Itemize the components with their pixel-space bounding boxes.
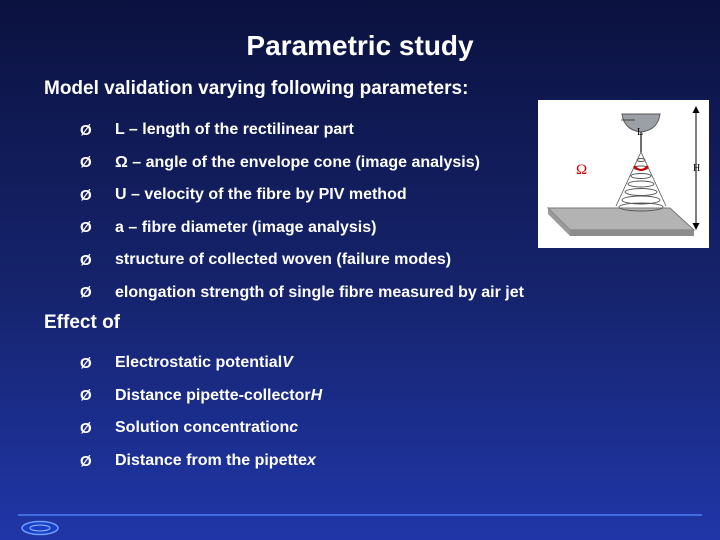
l-label: L — [637, 127, 644, 138]
effect-variable: V — [282, 354, 293, 372]
angle-arc — [634, 166, 648, 170]
effect-variable: c — [289, 419, 299, 437]
parameter-text: structure of collected woven (failure modes) — [115, 251, 452, 269]
list-item — [80, 114, 524, 147]
collector-plate-edge — [570, 230, 694, 236]
effect-variable: H — [310, 386, 323, 404]
arrow-bullet-icon: Ø — [80, 284, 92, 302]
list-item — [80, 212, 524, 245]
list-item — [80, 244, 524, 277]
parameter-text: L – length of the rectilinear part — [115, 121, 354, 139]
effect-text: Distance from the pipette — [115, 452, 308, 470]
parameter-text: Ω – angle of the envelope cone (image analysis) — [115, 153, 480, 171]
effect-text: Electrostatic potential — [115, 354, 283, 372]
list-item — [80, 347, 322, 380]
parameter-text: a – fibre diameter (image analysis) — [115, 218, 377, 236]
arrow-bullet-icon: Ø — [80, 452, 92, 470]
arrow-bullet-icon: Ø — [80, 121, 92, 139]
effect-text: Distance pipette-collector — [115, 386, 311, 404]
parameter-text: elongation strength of single fibre measured by air jet — [115, 283, 524, 301]
arrow-bullet-icon: Ø — [80, 354, 92, 372]
arrow-bullet-icon: Ø — [80, 419, 92, 437]
arrow-bullet-icon: Ø — [80, 251, 92, 269]
electrospinning-diagram — [538, 100, 709, 248]
list-item — [80, 412, 322, 445]
effect-list — [80, 347, 322, 477]
arrow-bullet-icon: Ø — [80, 186, 92, 204]
list-item — [80, 147, 524, 180]
list-item — [80, 179, 524, 212]
effect-text: Solution concentration — [115, 419, 290, 437]
parameter-text: U – velocity of the fibre by PIV method — [115, 186, 407, 204]
slide-title: Parametric study — [246, 30, 474, 61]
logo-icon — [20, 520, 60, 536]
omega-label: Ω — [576, 162, 588, 178]
list-item — [80, 277, 524, 310]
list-item — [80, 445, 322, 478]
effect-variable: x — [307, 452, 316, 470]
effect-heading: Effect of — [44, 312, 120, 333]
validation-subtitle: Model validation varying following parameters: — [44, 78, 469, 99]
list-item — [80, 380, 322, 413]
arrow-bullet-icon: Ø — [80, 154, 92, 172]
validation-parameter-list — [80, 114, 524, 309]
arrow-bullet-icon: Ø — [80, 219, 92, 237]
electrospinning-diagram-svg — [538, 100, 709, 248]
collector-plate — [548, 208, 694, 230]
arrow-bullet-icon: Ø — [80, 387, 92, 405]
h-label: H — [693, 163, 701, 174]
h-arrow-up-icon — [693, 106, 700, 113]
footer-divider — [18, 514, 702, 516]
